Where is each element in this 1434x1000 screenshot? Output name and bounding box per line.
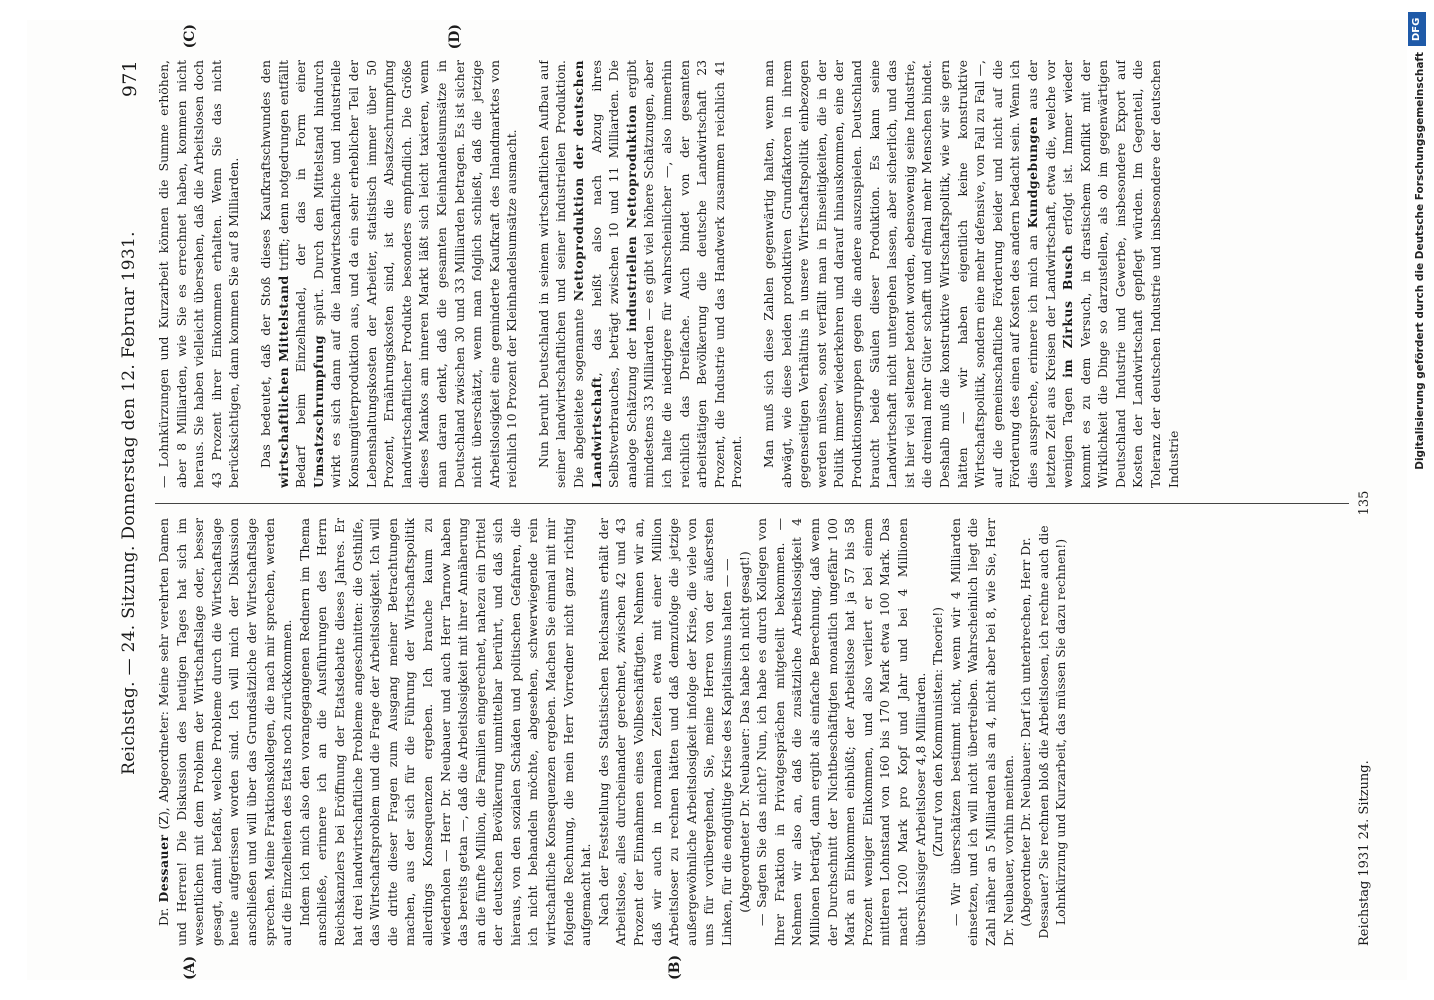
paragraph: Indem ich mich also den vorangegangenen Rednern im Thema anschließe, erinnere ich an die Ausführungen des Herrn Reichskanzlers bei Eröffnung der Etatsdebatte dieses Jahres. Er hat drei landwirtschaftliche Probleme angeschnitten: die Osthilfe, das Wirtschaftsproblem und die Frage der Arbeitslosigkeit. Ich will die dritte dieser Fragen zum Ausgang meiner Betrachtungen machen, aus der sich für die Führung der Wirtschaftspolitik allerdings Konsequenzen ergeben. Ich brauche kaum zu wiederholen — Herr Dr. Neubauer und auch Herr Tarnow haben das bereits getan —, daß die Arbeitslosigkeit mit ihrer Annäherung an die fünfte Million, die Familien eingerechnet, nahezu ein Drittel der deutschen Bevölkerung unmittelbar berührt, und daß sich hieraus, von den sozialen Schäden und politischen Gefahren, die ich nicht behandeln möchte, abgesehen, schwerwiegende rein wirtschaftliche Konsequenzen ergeben. Machen Sie einmal mit mir folgende Rechnung, die mein Herr Vorredner nicht ganz richtig aufgemacht hat. bbox=[296, 518, 594, 946]
footer-left: Reichstag 1931 24. Sitzung. bbox=[1357, 760, 1372, 946]
paragraph: Dr. Dessauer (Z), Abgeordneter: Meine sehr verehrten Damen und Herren! Die Diskussion des heutigen Tages hat sich im wesentlichen mit dem Problem der Wirtschaftslage oder, besser gesagt, damit befaßt, welche Probleme durch die Wirtschaftslage heute aufgerissen worden sind. Ich will mich der Diskussion anschließen und will über das Grundsätzliche der Wirtschaftslage sprechen. Meine Fraktionskollegen, die nach mir sprechen, werden auf die Einzelheiten des Etats noch zurückkommen. bbox=[156, 518, 295, 946]
footer-page-number: 135 bbox=[1357, 490, 1372, 516]
interjection: (Abgeordneter Dr. Neubauer: Das habe ich nicht gesagt!) bbox=[736, 551, 752, 913]
paragraph: Nun beruht Deutschland in seinem wirtschaftlichen Aufbau auf seiner landwirtschaftlichen und seiner industriellen Produktion. Die abgeleitete sogenannte Nettoproduktion der deutschen Landwirtschaft, das heißt also nach Abzug ihres Selbstverbrauches, beträgt zwischen 10 und 11 Milliarden. Die analoge Schätzung der industriellen Nettoproduktion ergibt mindestens 33 Milliarden — es gibt viel höhere Schätzungen, aber ich halte die niedrigere für wahrscheinlicher —, also immerhin reichlich das Dreifache. Auch bindet von der gesamten arbeitstätigen Bevölkerung die deutsche Landwirtschaft 23 Prozent, die Industrie und das Handwerk zusammen reichlich 41 Prozent. bbox=[535, 60, 745, 488]
paragraph: — Sagten Sie das nicht? Nun, ich habe es durch Kollegen von Ihrer Fraktion in Privatgesprächen mitgeteilt bekommen. — Nehmen wir also an, daß die zusätzliche Arbeitslosigkeit 4 Millionen beträgt, dann ergibt als einfache Berechnung, daß wenn der Durchschnitt der Nichtbeschäftigten monatlich ungefähr 100 Mark an Einkommen einbüßt; der Arbeitslose hat ja 57 bis 58 Prozent weniger Einkommen, und also verliert er bei einem mittleren Lohnstand von 160 bis 170 Mark etwa 100 Mark. Das macht 1200 Mark pro Kopf und Jahr und bei 4 Millionen überschüssiger Arbeitsloser 4,8 Milliarden. bbox=[754, 518, 928, 946]
text-columns bbox=[155, 60, 1349, 946]
paragraph: — Lohnkürzungen und Kurzarbeit können die Summe erhöhen, aber 8 Milliarden, wie Sie es errechnet haben, kommen nicht heraus. Sie haben vielleicht übersehen, daß die Arbeitslosen doch 43 Prozent ihrer Einkommen erhalten. Wenn Sie das nicht berücksichtigen, dann kommen Sie auf 8 Milliarden. bbox=[156, 60, 242, 488]
paragraph: — Wir überschätzen bestimmt nicht, wenn wir 4 Milliarden einsetzen, und ich will nicht übertreiben. Wahrscheinlich liegt die Zahl näher an 5 Milliarden als an 4, nicht aber bei 8, wie Sie, Herr Dr. Neubauer, vorhin meinten. bbox=[947, 518, 1016, 946]
paragraph: Das bedeutet, daß der Stoß dieses Kaufkraftschwundes den wirtschaftlichen Mittelstand trifft; denn notgedrungen entfällt Bedarf beim Einzelhandel, der das in Form einer Umsatzschrumpfung spürt. Durch den Mittelstand hindurch wirkt es sich dann auf die landwirtschaftliche und industrielle Konsumgüterproduktion aus, und da ein sehr erheblicher Teil der Lebenshaltungskosten der Arbeiter, statistisch immer über 50 Prozent, Ernährungskosten sind, ist die Absatzschrumpfung landwirtschaftlicher Produkte besonders empfindlich. Die Größe dieses Mankos am inneren Markt läßt sich leicht taxieren, wenn man daran denkt, daß die gesamten Kleinhandelsumsätze in Deutschland zwischen 30 und 33 Milliarden betragen. Es ist sicher nicht überschätzt, wenn man folglich schließt, daß die jetzige Arbeitslosigkeit eine geminderte Kaufkraft des Inlandmarktes von reichlich 10 Prozent der Kleinhandelsumsätze ausmacht. bbox=[257, 60, 520, 488]
interjection: (Zuruf von den Kommunisten: Theorie!) bbox=[930, 606, 946, 858]
page-number: 971 bbox=[119, 60, 141, 98]
dfg-credit-text: Digitalisierung gefördert durch die Deutsche Forschungsgemeinschaft bbox=[1414, 52, 1426, 470]
margin-marker-b: (B) bbox=[667, 954, 683, 980]
dfg-logo-icon: DFG bbox=[1408, 12, 1426, 46]
header-title: Reichstag. — 24. Sitzung. Donnerstag den 12. Februar 1931. bbox=[119, 231, 139, 775]
paragraph: Nach der Feststellung des Statistischen Reichsamts erhält der Arbeitslose, alles durcheinander gerechnet, zwischen 42 und 43 Prozent der Einnahmen eines Vollbeschäftigten. Nehmen wir an, daß wir auch in normalen Zeiten etwa mit einer Million Arbeitsloser zu rechnen hätten und daß demzufolge die jetzige außergewöhnliche Arbeitslosigkeit infolge der Krise, die viele von uns für vorübergehend, Sie, meine Herren von der äußersten Linken, für die endgültige Krise des Kapitalismus halten — — bbox=[595, 518, 734, 946]
dfg-credit-strip bbox=[1406, 8, 1428, 988]
left-column bbox=[155, 518, 1349, 946]
speaker-name: Dessauer bbox=[156, 834, 171, 903]
page-footer bbox=[1357, 60, 1377, 946]
margin-marker-c: (C) bbox=[182, 24, 198, 49]
paragraph: Man muß sich diese Zahlen gegenwärtig halten, wenn man abwägt, wie diese beiden produktiven Grundfaktoren in ihrem gegenseitigen Verhältnis in unsere Wirtschaftspolitik einbezogen werden müssen, sonst verfällt man in Einseitigkeiten, die in der Politik immer wiederkehren und darauf hinauskommen, eine der Produktionsgruppen gegen die andere auszuspielen. Deutschland braucht beide Säulen dieser Produktion. Es kann seine Landwirtschaft nicht untergehen lassen, aber sicherlich, und das ist hier viel seltener betont worden, ebensowenig seine Industrie, die dreimal mehr Güter schafft und elfmal mehr Menschen bindet. Deshalb muß die konstruktive Wirtschaftspolitik, wie wir sie gern hätten — wir haben eigentlich keine konstruktive Wirtschaftspolitik, sondern eine mehr defensive, von Fall zu Fall —, auf die gemeinschaftliche Förderung beider und nicht auf die Förderung des einen auf Kosten des andern bedacht sein. Wenn ich dies ausspreche, erinnere ich mich an Kundgebungen aus der letzten Zeit aus Kreisen der Landwirtschaft, etwa die, welche vor wenigen Tagen im Zirkus Busch erfolgt ist. Immer wieder kommt es zu dem Versuch, in drastischem Konflikt mit der Wirklichkeit die Dinge so darzustellen, als ob im gegenwärtigen Deutschland Industrie und Gewerbe, insbesondere Export auf Kosten der Landwirtschaft gepflegt würden. Im Gegenteil, die Toleranz der deutschen Industrie und insbesondere der deutschen Industrie bbox=[761, 60, 1181, 488]
margin-marker-d: (D) bbox=[447, 24, 463, 50]
document-page bbox=[27, 20, 1407, 980]
right-column bbox=[155, 60, 1349, 488]
margin-marker-a: (A) bbox=[182, 955, 198, 980]
interjection: (Abgeordneter Dr. Neubauer: Darf ich unterbrechen, Herr Dr. Dessauer? Sie rechnen bloß die Arbeitslosen, ich rechne auch die Lohnkürzung und Kurzarbeit, das müssen Sie dazu rechnen!) bbox=[1018, 525, 1069, 939]
page-header bbox=[119, 60, 145, 946]
